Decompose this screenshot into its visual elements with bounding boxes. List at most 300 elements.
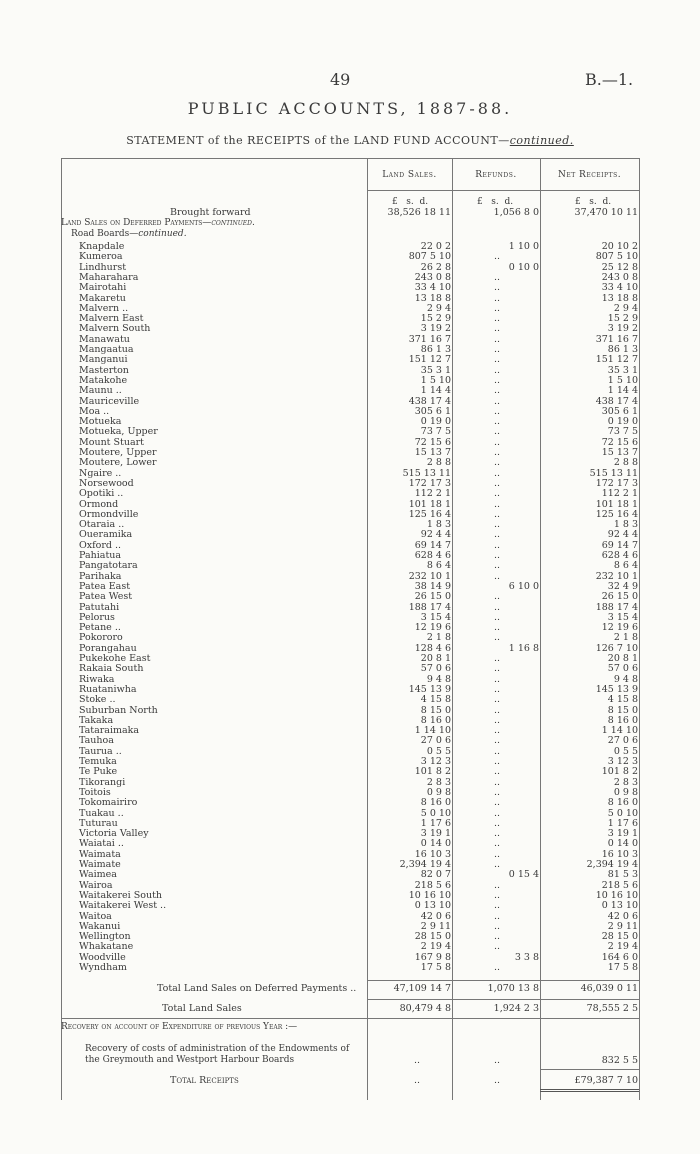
- refunds-cell: ..: [493, 797, 500, 809]
- net-receipts-cell: 438 17 4: [595, 395, 638, 407]
- net-receipts-cell: 515 13 11: [589, 467, 638, 479]
- road-board-name: Petane ..: [79, 622, 121, 634]
- land-sales-cell: 2 19 4: [420, 941, 451, 953]
- road-board-name: Makaretu: [79, 292, 126, 304]
- land-sales-cell: 125 16 4: [408, 508, 451, 520]
- net-receipts-cell: 112 2 1: [601, 488, 638, 500]
- land-sales-cell: 2,394 19 4: [399, 859, 451, 870]
- refunds-cell: ..: [493, 323, 500, 335]
- total-deferred-net: 46,039 0 11: [580, 983, 638, 994]
- refunds-cell: ..: [493, 344, 500, 355]
- net-receipts-cell: 20 10 2: [601, 241, 638, 252]
- refunds-cell: 0 10 0: [508, 261, 539, 273]
- road-board-name: Oueramika: [79, 529, 133, 541]
- road-board-name: Masterton: [79, 364, 129, 376]
- total-net-value: 78,555 2 5: [586, 1003, 638, 1014]
- refunds-cell: ..: [493, 859, 500, 870]
- road-board-name: Waitoa: [79, 910, 112, 922]
- land-sales-cell: 16 10 3: [414, 848, 451, 860]
- total-refunds-value: 1,924 2 3: [493, 1003, 539, 1014]
- refunds-cell: ..: [493, 395, 500, 407]
- refunds-cell: ..: [493, 931, 500, 943]
- net-receipts-cell: 126 7 10: [595, 642, 638, 654]
- refunds-cell: ..: [493, 704, 500, 716]
- land-sales-cell: 13 18 8: [414, 292, 451, 304]
- land-sales-cell: 42 0 6: [420, 910, 451, 922]
- statement-subtitle: [0, 134, 700, 147]
- net-receipts-cell: 145 13 9: [595, 683, 638, 695]
- land-sales-cell: 3 19 1: [420, 828, 451, 840]
- road-board-name: Motueka: [79, 416, 122, 428]
- road-board-name: Wyndham: [79, 962, 127, 973]
- net-receipts-cell: 12 19 6: [601, 622, 638, 634]
- header-underline: [367, 190, 639, 191]
- land-sales-cell: 86 1 3: [420, 344, 451, 355]
- net-receipts-cell: 628 4 6: [601, 550, 638, 561]
- subsection-heading-label: Road Boards—: [71, 229, 139, 239]
- refunds-cell: 0 15 4: [508, 869, 539, 881]
- road-board-name: Malvern South: [79, 323, 151, 335]
- land-sales-cell: 1 17 6: [420, 817, 451, 829]
- land-sales-cell: 3 15 4: [420, 611, 451, 623]
- column-header-refunds: Refunds.: [475, 170, 517, 180]
- road-board-name: Tikorangi: [79, 776, 126, 788]
- refunds-cell: ..: [493, 776, 500, 788]
- net-receipts-cell: 73 7 5: [607, 426, 638, 438]
- net-receipts-cell: 20 8 1: [607, 653, 638, 664]
- total-land-sales-label: Total Land Sales: [162, 1003, 242, 1014]
- road-board-name: Wakanui: [79, 920, 121, 932]
- road-board-name: Matakohe: [79, 374, 128, 386]
- refunds-cell: ..: [493, 313, 500, 325]
- refunds-cell: ..: [493, 735, 500, 747]
- subsection-heading: [71, 229, 187, 239]
- net-total-rule: [540, 1069, 639, 1070]
- document-reference: B.—1.: [585, 70, 634, 89]
- grand-total-double-rule: [540, 1089, 639, 1092]
- land-sales-cell: 15 2 9: [420, 313, 451, 325]
- refunds-cell: ..: [493, 694, 500, 706]
- land-sales-cell: 2 9 11: [420, 920, 451, 932]
- refunds-cell: ..: [493, 560, 500, 572]
- page-number: 49: [330, 70, 351, 89]
- net-receipts-cell: 28 15 0: [601, 931, 638, 943]
- land-sales-cell: 69 14 7: [414, 539, 451, 551]
- total-receipts-refunds: ..: [493, 1075, 500, 1086]
- road-board-name: Taurua ..: [79, 745, 122, 757]
- refunds-cell: 1 16 8: [508, 642, 539, 654]
- refunds-cell: ..: [493, 333, 500, 345]
- refunds-cell: ..: [493, 848, 500, 860]
- net-receipts-cell: 101 8 2: [601, 766, 638, 778]
- road-board-name: Manawatu: [79, 333, 130, 345]
- refunds-cell: ..: [493, 725, 500, 737]
- road-board-name: Otaraia ..: [79, 519, 125, 531]
- road-board-name: Stoke ..: [79, 694, 116, 706]
- road-board-name: Victoria Valley: [79, 828, 149, 840]
- road-board-name: Ormondville: [79, 508, 139, 520]
- total-land-sales-row: [0, 1003, 700, 1014]
- refunds-cell: ..: [493, 385, 500, 397]
- road-board-name: Pokororo: [79, 632, 123, 644]
- land-sales-cell: 38 14 9: [414, 580, 451, 592]
- refunds-cell: ..: [493, 374, 500, 386]
- net-receipts-cell: 3 12 3: [607, 756, 638, 767]
- brought-forward-net: 37,470 10 11: [574, 207, 638, 218]
- net-receipts-cell: 1 14 10: [601, 725, 638, 737]
- net-receipts-cell: 1 14 4: [607, 385, 638, 397]
- refunds-cell: ..: [493, 498, 500, 510]
- land-sales-cell: 15 13 7: [414, 447, 451, 458]
- net-receipts-cell: 8 15 0: [607, 704, 638, 716]
- land-sales-cell: 82 0 7: [420, 869, 451, 881]
- land-sales-cell: 57 0 6: [420, 663, 451, 675]
- refunds-cell: ..: [493, 601, 500, 613]
- refunds-cell: ..: [493, 477, 500, 489]
- road-board-name: Parihaka: [79, 570, 122, 582]
- land-sales-cell: 101 8 2: [414, 766, 451, 778]
- total-receipts-label: Total Receipts: [170, 1075, 239, 1086]
- net-receipts-cell: 8 16 0: [607, 714, 638, 726]
- refunds-cell: ..: [493, 416, 500, 428]
- net-receipts-cell: 3 15 4: [607, 611, 638, 623]
- recovery-refunds: ..: [493, 1055, 500, 1066]
- land-sales-cell: 371 16 7: [408, 333, 451, 345]
- land-sales-cell: 807 5 10: [408, 251, 451, 263]
- total-deferred-refunds: 1,070 13 8: [487, 983, 539, 994]
- recovery-net: 832 5 5: [601, 1055, 638, 1066]
- land-sales-cell: 8 16 0: [420, 714, 451, 726]
- brought-forward-row: [0, 207, 700, 218]
- net-receipts-cell: 3 19 1: [607, 828, 638, 840]
- road-board-name: Moa ..: [79, 405, 110, 417]
- subtotal-rule: [367, 980, 639, 981]
- net-receipts-cell: 35 3 1: [607, 364, 638, 376]
- net-receipts-cell: 15 13 7: [601, 447, 638, 458]
- road-board-name: Manganui: [79, 354, 128, 366]
- net-receipts-cell: 33 4 10: [601, 282, 638, 294]
- net-receipts-cell: 81 5 3: [607, 869, 638, 881]
- road-board-name: Temuka: [79, 756, 117, 767]
- land-sales-cell: 151 12 7: [408, 354, 451, 366]
- land-sales-cell: 3 19 2: [420, 323, 451, 335]
- road-board-name: Waiatai ..: [79, 838, 124, 850]
- net-receipts-cell: 15 2 9: [607, 313, 638, 325]
- land-sales-cell: 0 13 10: [414, 900, 451, 912]
- road-board-name: Tokomairiro: [79, 797, 138, 809]
- refunds-cell: ..: [493, 683, 500, 695]
- net-receipts-cell: 25 12 8: [601, 261, 638, 273]
- net-receipts-cell: 0 13 10: [601, 900, 638, 912]
- land-sales-cell: 0 9 8: [426, 786, 451, 798]
- road-board-name: Malvern ..: [79, 302, 129, 314]
- refunds-cell: ..: [493, 539, 500, 551]
- road-board-name: Mairotahi: [79, 282, 127, 294]
- land-sales-cell: 1 5 10: [420, 374, 451, 386]
- net-receipts-cell: 32 4 9: [607, 580, 638, 592]
- column-header-net-receipts: Net Receipts.: [557, 170, 622, 180]
- road-board-name: Patea East: [79, 580, 131, 592]
- land-sales-cell: 188 17 4: [408, 601, 451, 613]
- road-board-name: Tuturau: [79, 817, 118, 829]
- refunds-cell: ..: [493, 550, 500, 561]
- refunds-cell: ..: [493, 786, 500, 798]
- recovery-rule: [61, 1018, 639, 1019]
- refunds-cell: ..: [493, 292, 500, 304]
- page-title: PUBLIC ACCOUNTS, 1887-88.: [187, 99, 513, 118]
- land-sales-cell: 8 16 0: [420, 797, 451, 809]
- total-land-sales-value: 80,479 4 8: [399, 1003, 451, 1014]
- land-sales-cell: 12 19 6: [414, 622, 451, 634]
- net-receipts-cell: 72 15 6: [601, 436, 638, 448]
- net-receipts-cell: 2 1 8: [613, 632, 638, 644]
- road-board-name: Porangahau: [79, 642, 137, 654]
- refunds-cell: ..: [493, 889, 500, 901]
- land-sales-cell: 0 19 0: [420, 416, 451, 428]
- land-sales-cell: 3 12 3: [420, 756, 451, 767]
- refunds-cell: ..: [493, 426, 500, 438]
- land-sales-cell: 33 4 10: [414, 282, 451, 294]
- road-board-name: Waimate: [79, 859, 121, 870]
- road-board-name: Malvern East: [79, 313, 144, 325]
- refunds-cell: ..: [493, 838, 500, 850]
- units-net-receipts: £ s. d.: [575, 197, 612, 207]
- land-sales-cell: 17 5 8: [420, 962, 451, 973]
- net-receipts-cell: 26 15 0: [601, 591, 638, 603]
- refunds-cell: 1 10 0: [508, 241, 539, 252]
- land-sales-cell: 27 0 6: [420, 735, 451, 747]
- refunds-cell: ..: [493, 632, 500, 644]
- refunds-cell: ..: [493, 508, 500, 520]
- net-receipts-cell: 232 10 1: [595, 570, 638, 582]
- column-header-land-sales: Land Sales.: [382, 170, 437, 180]
- land-sales-cell: 22 0 2: [420, 241, 451, 252]
- land-sales-cell: 145 13 9: [408, 683, 451, 695]
- road-board-name: Waitakerei South: [79, 889, 163, 901]
- net-receipts-cell: 27 0 6: [607, 735, 638, 747]
- net-receipts-cell: 0 5 5: [613, 745, 638, 757]
- land-sales-cell: 305 6 1: [414, 405, 451, 417]
- road-board-name: Te Puke: [79, 766, 118, 778]
- net-receipts-cell: 0 9 8: [613, 786, 638, 798]
- road-board-name: Suburban North: [79, 704, 158, 716]
- recovery-text: Recovery of costs of administration of the Endowments of the Greymouth and Westport Harbour Boards: [85, 1044, 350, 1065]
- refunds-cell: ..: [493, 519, 500, 531]
- net-receipts-cell: 1 5 10: [607, 374, 638, 386]
- land-sales-cell: 9 4 8: [426, 673, 451, 685]
- road-board-name: Takaka: [79, 714, 114, 726]
- land-sales-cell: 26 2 8: [420, 261, 451, 273]
- net-receipts-cell: 3 19 2: [607, 323, 638, 335]
- land-sales-cell: 5 0 10: [420, 807, 451, 819]
- net-receipts-cell: 2,394 19 4: [586, 859, 638, 870]
- subtitle-main: STATEMENT of the RECEIPTS of the LAND FUND ACCOUNT—: [126, 134, 510, 147]
- brought-forward-label: Brought forward: [170, 207, 251, 218]
- units-land-sales: £ s. d.: [392, 197, 429, 207]
- road-board-name: Wellington: [79, 931, 131, 943]
- refunds-cell: ..: [493, 828, 500, 840]
- net-receipts-cell: 125 16 4: [595, 508, 638, 520]
- net-receipts-cell: 1 17 6: [607, 817, 638, 829]
- net-receipts-cell: 5 0 10: [607, 807, 638, 819]
- subtitle-continued: continued.: [509, 134, 574, 147]
- refunds-cell: ..: [493, 364, 500, 376]
- refunds-cell: 3 3 8: [514, 951, 539, 963]
- refunds-cell: ..: [493, 488, 500, 500]
- land-sales-cell: 628 4 6: [414, 550, 451, 561]
- road-board-name: Lindhurst: [79, 261, 127, 273]
- net-receipts-cell: 164 6 0: [601, 951, 638, 963]
- road-board-name: Toitois: [79, 786, 111, 798]
- net-receipts-cell: 57 0 6: [607, 663, 638, 675]
- subsection-heading-continued: continued.: [138, 229, 187, 239]
- net-receipts-cell: 101 18 1: [595, 498, 638, 510]
- road-board-name: Motueka, Upper: [79, 426, 158, 438]
- refunds-cell: 6 10 0: [508, 580, 539, 592]
- net-receipts-cell: 69 14 7: [601, 539, 638, 551]
- road-board-name: Woodville: [79, 951, 126, 963]
- net-receipts-cell: 218 5 6: [601, 879, 638, 891]
- land-sales-cell: 0 14 0: [420, 838, 451, 850]
- net-receipts-cell: 8 16 0: [607, 797, 638, 809]
- land-sales-cell: 172 17 3: [408, 477, 451, 489]
- land-sales-cell: 128 4 6: [414, 642, 451, 654]
- net-receipts-cell: 16 10 3: [601, 848, 638, 860]
- refunds-cell: ..: [493, 436, 500, 448]
- net-receipts-cell: 4 15 8: [607, 694, 638, 706]
- land-sales-cell: 2 8 8: [426, 457, 451, 469]
- net-receipts-cell: 151 12 7: [595, 354, 638, 366]
- recovery-land-sales: ..: [413, 1055, 420, 1066]
- net-receipts-cell: 86 1 3: [607, 344, 638, 355]
- land-sales-cell: 26 15 0: [414, 591, 451, 603]
- net-receipts-cell: 13 18 8: [601, 292, 638, 304]
- road-board-name: Patutahi: [79, 601, 120, 613]
- recovery-heading: Recovery on account of Expenditure of previous Year :—: [61, 1022, 298, 1032]
- road-board-name: Pelorus: [79, 611, 115, 623]
- road-board-name: Wairoa: [79, 879, 113, 891]
- land-sales-cell: 73 7 5: [420, 426, 451, 438]
- net-receipts-cell: 172 17 3: [595, 477, 638, 489]
- land-sales-cell: 2 8 3: [426, 776, 451, 788]
- land-sales-cell: 232 10 1: [408, 570, 451, 582]
- refunds-cell: ..: [493, 941, 500, 953]
- refunds-cell: ..: [493, 591, 500, 603]
- road-board-name: Pangatotara: [79, 560, 138, 572]
- road-board-name: Norsewood: [79, 477, 134, 489]
- land-sales-cell: 2 1 8: [426, 632, 451, 644]
- total-receipts-net: £79,387 7 10: [574, 1075, 638, 1086]
- section-heading-continued: continued.: [211, 218, 255, 228]
- brought-forward-land-sales: 38,526 18 11: [387, 207, 451, 218]
- net-receipts-cell: 0 14 0: [607, 838, 638, 850]
- net-receipts-cell: 807 5 10: [595, 251, 638, 263]
- road-board-name: Waitakerei West ..: [79, 900, 167, 912]
- section-heading: [61, 218, 255, 228]
- net-receipts-cell: 1 8 3: [613, 519, 638, 531]
- refunds-cell: ..: [493, 447, 500, 458]
- recovery-values-row: [0, 1055, 700, 1066]
- net-receipts-cell: 10 16 10: [595, 889, 638, 901]
- total-receipts-land-sales: ..: [413, 1075, 420, 1086]
- net-receipts-cell: 9 4 8: [613, 673, 638, 685]
- total-rule: [367, 999, 639, 1000]
- total-deferred-label: Total Land Sales on Deferred Payments ..: [157, 983, 357, 994]
- total-deferred-land-sales: 47,109 14 7: [393, 983, 451, 994]
- road-board-name: Mount Stuart: [79, 436, 144, 448]
- refunds-cell: ..: [493, 962, 500, 973]
- refunds-cell: ..: [493, 271, 500, 283]
- road-board-name: Tataraimaka: [79, 725, 140, 737]
- refunds-cell: ..: [493, 673, 500, 685]
- land-sales-cell: 243 0 8: [414, 271, 451, 283]
- net-receipts-cell: 188 17 4: [595, 601, 638, 613]
- land-sales-cell: 167 9 8: [414, 951, 451, 963]
- refunds-cell: ..: [493, 457, 500, 469]
- refunds-cell: ..: [493, 282, 500, 294]
- brought-forward-refunds: 1,056 8 0: [493, 207, 539, 218]
- road-board-name: Waimata: [79, 848, 121, 860]
- road-board-name: Riwaka: [79, 673, 115, 685]
- refunds-cell: ..: [493, 745, 500, 757]
- refunds-cell: ..: [493, 714, 500, 726]
- net-receipts-cell: 2 8 8: [613, 457, 638, 469]
- road-board-name: Moutere, Upper: [79, 447, 157, 458]
- refunds-cell: ..: [493, 766, 500, 778]
- road-board-name: Oxford ..: [79, 539, 122, 551]
- refunds-cell: ..: [493, 467, 500, 479]
- units-refunds: £ s. d.: [477, 197, 514, 207]
- land-sales-cell: 1 14 4: [420, 385, 451, 397]
- land-sales-cell: 1 14 10: [414, 725, 451, 737]
- land-sales-cell: 35 3 1: [420, 364, 451, 376]
- road-board-name: Maunu ..: [79, 385, 122, 397]
- road-board-name: Patea West: [79, 591, 133, 603]
- refunds-cell: ..: [493, 756, 500, 767]
- refunds-cell: ..: [493, 910, 500, 922]
- refunds-cell: ..: [493, 653, 500, 664]
- land-sales-cell: 92 4 4: [420, 529, 451, 541]
- road-board-name: Ruataniwha: [79, 683, 137, 695]
- land-sales-cell: 515 13 11: [402, 467, 451, 479]
- land-sales-cell: 72 15 6: [414, 436, 451, 448]
- road-board-name: Mangaatua: [79, 344, 134, 355]
- net-receipts-cell: 2 9 4: [613, 302, 638, 314]
- road-board-name: Maharahara: [79, 271, 139, 283]
- land-sales-cell: 28 15 0: [414, 931, 451, 943]
- net-receipts-cell: 92 4 4: [607, 529, 638, 541]
- net-receipts-cell: 243 0 8: [601, 271, 638, 283]
- land-sales-cell: 4 15 8: [420, 694, 451, 706]
- net-receipts-cell: 8 6 4: [613, 560, 638, 572]
- refunds-cell: ..: [493, 900, 500, 912]
- net-receipts-cell: 42 0 6: [607, 910, 638, 922]
- net-receipts-cell: 17 5 8: [607, 962, 638, 973]
- road-board-name: Tuakau ..: [79, 807, 124, 819]
- road-board-name: Rakaia South: [79, 663, 144, 675]
- refunds-cell: ..: [493, 663, 500, 675]
- net-receipts-cell: 305 6 1: [601, 405, 638, 417]
- road-board-name: Whakatane: [79, 941, 134, 953]
- road-board-name: Pukekohe East: [79, 653, 151, 664]
- net-receipts-cell: 371 16 7: [595, 333, 638, 345]
- road-board-name: Knapdale: [79, 241, 125, 252]
- road-board-name: Ngaire ..: [79, 467, 122, 479]
- refunds-cell: ..: [493, 920, 500, 932]
- refunds-cell: ..: [493, 251, 500, 263]
- total-receipts-row: [0, 1075, 700, 1086]
- road-board-name: Kumeroa: [79, 251, 123, 263]
